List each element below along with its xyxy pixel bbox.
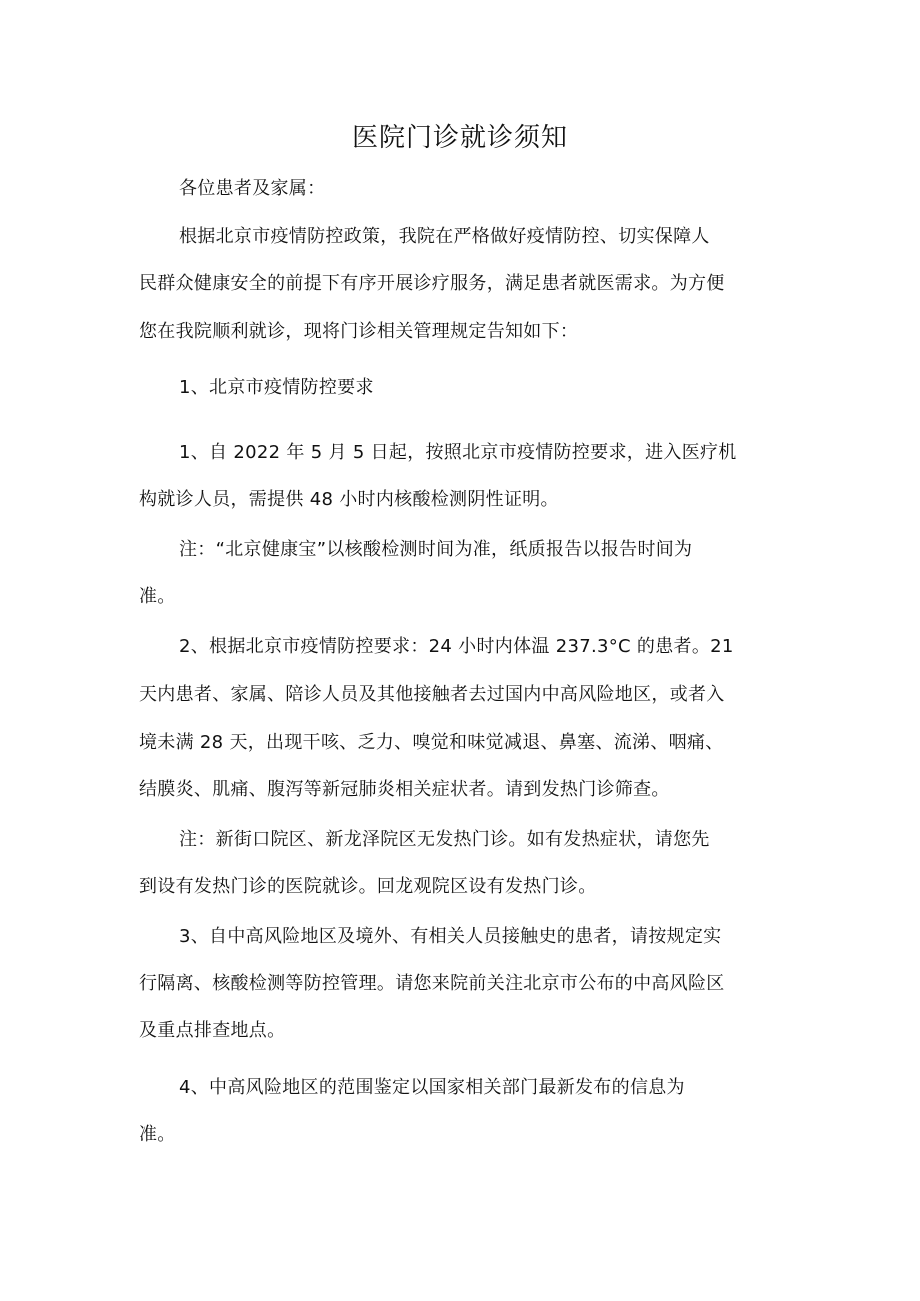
item-4-line-2: 准。 xyxy=(139,1124,176,1145)
item-3-line-3: 及重点排查地点。 xyxy=(139,1020,286,1041)
item-1-line-2: 构就诊人员，需提供 48 小时内核酸检测阴性证明。 xyxy=(139,489,559,510)
item-4-line-1: 4、中高风险地区的范围鉴定以国家相关部门最新发布的信息为 xyxy=(179,1077,685,1098)
intro-line-3: 您在我院顺利就诊，现将门诊相关管理规定告知如下： xyxy=(139,321,579,342)
note-1-line-1: 注：“北京健康宝”以核酸检测时间为准，纸质报告以报告时间为 xyxy=(179,539,693,560)
item-1-line-1: 1、自 2022 年 5 月 5 日起，按照北京市疫情防控要求，进入医疗机 xyxy=(179,442,737,463)
intro-line-2: 民群众健康安全的前提下有序开展诊疗服务，满足患者就医需求。为方便 xyxy=(139,273,725,294)
item-2-line-3: 境未满 28 天，出现干咳、乏力、嗅觉和味觉减退、鼻塞、流涕、咽痛、 xyxy=(139,732,724,753)
document-title: 医院门诊就诊须知 xyxy=(351,123,568,153)
item-2-line-2: 天内患者、家属、陪诊人员及其他接触者去过国内中高风险地区，或者入 xyxy=(139,684,725,705)
item-2-line-4: 结膜炎、肌痛、腹泻等新冠肺炎相关症状者。请到发热门诊筛查。 xyxy=(139,779,670,800)
note-1-line-2: 准。 xyxy=(139,586,176,607)
item-2-line-1: 2、根据北京市疫情防控要求：24 小时内体温 237.3°C 的患者。21 xyxy=(179,636,734,657)
greeting: 各位患者及家属： xyxy=(179,178,326,199)
note-2-line-2: 到设有发热门诊的医院就诊。回龙观院区设有发热门诊。 xyxy=(139,876,597,897)
intro-line-1: 根据北京市疫情防控政策，我院在严格做好疫情防控、切实保障人 xyxy=(179,226,710,247)
item-3-line-2: 行隔离、核酸检测等防控管理。请您来院前关注北京市公布的中高风险区 xyxy=(139,973,725,994)
section-heading-1: 1、北京市疫情防控要求 xyxy=(179,377,374,398)
item-3-line-1: 3、自中高风险地区及境外、有相关人员接触史的患者，请按规定实 xyxy=(179,926,722,947)
note-2-line-1: 注：新街口院区、新龙泽院区无发热门诊。如有发热症状，请您先 xyxy=(179,829,710,850)
